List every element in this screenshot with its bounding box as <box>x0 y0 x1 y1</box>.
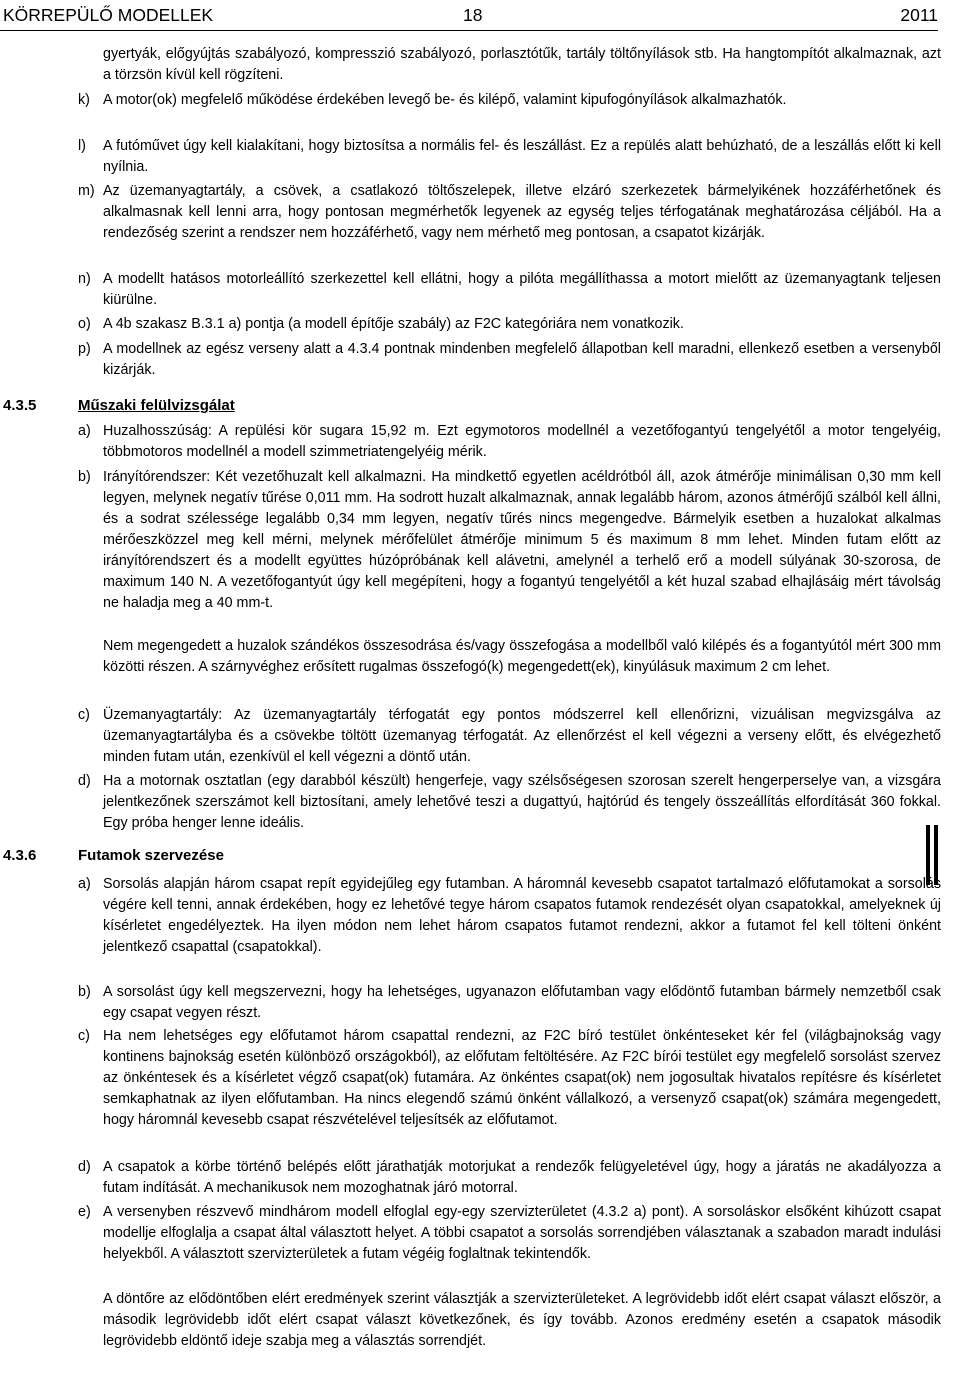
list-item-l <box>78 136 941 178</box>
item-text: Sorsolás alapján három csapat repít egyidejűleg egy futamban. A háromnál kevesebb csapatot tartalmazó előfutamokat a sorsolás végére kell tenni, annak érdekében, hogy ez lehetővé tegye három csapatos futamok rendezését olyan csapatokkal, amelyeknek új kísérletet engedélyeztek. Ha ilyen módon nem lehet három csapatos futamot rendezni, akkor a futamot fel kell tölteni önként jelentkező csapattal (csapatokkal). <box>103 876 941 955</box>
list-item-c <box>78 1026 941 1131</box>
list-item-b <box>78 467 941 614</box>
section-number: 4.3.5 <box>3 397 37 414</box>
item-label: m) <box>78 183 95 199</box>
list-item-n <box>78 269 941 311</box>
list-item-c <box>78 705 941 768</box>
page-number: 18 <box>463 5 483 25</box>
list-item-a <box>78 874 941 958</box>
item-label: b) <box>78 469 91 485</box>
item-text: Az üzemanyagtartály, a csövek, a csatlakozó töltőszelepek, illetve elzáró szerkezetek bármelyikének hozzáférhetőnek és alkalmasnak kell lenni arra, hogy pontosan megmérhetők legyenek az egység teljes térfogatának meghatározása céljából. Ha a rendezőség szerint a rendszer nem hozzáférhető, vagy nem mérhető meg pontosan, a csapatot kizárják. <box>103 183 941 241</box>
item-label: a) <box>78 423 91 439</box>
list-item-d <box>78 1157 941 1199</box>
item-text: Irányítórendszer: Két vezetőhuzalt kell alkalmazni. Ha mindkettő egyetlen acéldrótból áll, azok átmérője minimálisan 0,30 mm kell legyen, melynek negatív tűrése 0,011 mm. Ha sodrott huzalt alkalmaznak, annak legalább három, azonos átmérőjű szálból kell állni, és a sodrat szélessége legalább 0,34 mm legyen, negatív tűrés nincs megengedve. Bármelyik esetben a huzalokat alkalmas mérőeszközzel meg kell mérni, melynek mérőfelület átmérője minimum 5 és maximum 8 mm lehet. Minden futam előtt az irányítórendszert és a modellt együttes húzópróbának kell alávetni, amelynél a terhelő erő a modell súlyának 30-szorosa, de maximum 140 N. A vezetőfogantyút úgy kell megépíteni, hogy a fogantyú tengelyétől a két huzal szabad elhajlásáig mért távolság ne haladja meg a 40 mm-t. <box>103 469 941 611</box>
item-label: e) <box>78 1204 91 1220</box>
item-text: A modellt hatásos motorleállító szerkezettel kell ellátni, hogy a pilóta megállíthassa a motort mielőtt az üzemanyagtank teljesen kiürülne. <box>103 271 941 308</box>
item-label: p) <box>78 341 91 357</box>
list-item-e-continued <box>78 1289 941 1352</box>
header-divider <box>0 30 938 31</box>
item-label: l) <box>78 138 86 154</box>
item-label: c) <box>78 1028 90 1044</box>
section-heading-4-3-5 <box>3 395 503 416</box>
section-title: Műszaki felülvizsgálat <box>78 397 235 414</box>
item-text: A futóművet úgy kell kialakítani, hogy biztosítsa a normális fel- és leszállást. Ez a repülés alatt behúzható, de a leszállás előtt ki kell nyílnia. <box>103 138 941 175</box>
paragraph-continued: gyertyák, előgyújtás szabályozó, kompresszió szabályozó, porlasztótűk, tartály töltőnyílások stb. Ha hangtompítót alkalmaznak, azt a törzsön kívül kell rögzíteni. <box>103 46 941 83</box>
item-label: c) <box>78 707 90 723</box>
item-text: A versenyben részvevő mindhárom modell elfoglal egy-egy szervizterületet (4.3.2 a) pont). A sorsoláskor elsőként kihúzott csapat modellje elfoglalja a csapat által választott helyet. A többi csapatot a sorsolás sorrendjében választanak a szabadon maradt indulási helyekből. A választott szervizterületek a futam végéig foglaltnak tekintendők. <box>103 1204 941 1262</box>
list-item-b-continued <box>78 636 941 678</box>
list-item-m <box>78 181 941 244</box>
item-text: Üzemanyagtartály: Az üzemanyagtartály térfogatát egy pontos módszerrel kell ellenőrizni, vizuálisan megvizsgálva az üzemanyagtartályba és a csövekbe töltött üzemanyag térfogatát. Az ellenőrzést el kell végezni a verseny előtt, és elvégezhető minden futam után, ezenkívül el kell végezni a döntő után. <box>103 707 941 765</box>
item-label: n) <box>78 271 91 287</box>
section-heading-4-3-6 <box>3 845 503 866</box>
page-header <box>0 0 960 30</box>
item-text: A modellnek az egész verseny alatt a 4.3.4 pontnak mindenben megfelelő állapotban kell maradni, ellenkező esetben a versenyből kizárják. <box>103 341 941 378</box>
item-text: Huzalhosszúság: A repülési kör sugara 15,92 m. Ezt egymotoros modellnél a vezetőfogantyú tengelyétől a motor tengelyéig, többmotoros modellnél a modell szimmetriatengelyéig mérik. <box>103 423 941 460</box>
item-label: d) <box>78 773 91 789</box>
item-text: A döntőre az elődöntőben elért eredmények szerint választják a szervizterületeket. A legrövidebb időt elért csapat választ először, a második legrövidebb időt elért csapat választ következőnek, és így tovább. Azonos eredmény esetén a csapatok második legrövidebb eldöntő ideje szabja meg a választás sorrendjét. <box>103 1291 941 1349</box>
item-label: o) <box>78 316 91 332</box>
list-item-k <box>78 90 941 111</box>
section-number: 4.3.6 <box>3 847 37 864</box>
header-title: KÖRREPÜLŐ MODELLEK <box>3 5 214 25</box>
item-text: A csapatok a körbe történő belépés előtt járathatják motorjukat a rendezők felügyeletével úgy, hogy a járatás ne akadályozza a futam indítását. A mechanikusok nem mozoghatnak járó motorral. <box>103 1159 941 1196</box>
item-label: a) <box>78 876 91 892</box>
list-item-d <box>78 771 941 834</box>
list-item-a <box>78 421 941 463</box>
list-item-o <box>78 314 941 335</box>
item-text: A 4b szakasz B.3.1 a) pontja (a modell építője szabály) az F2C kategóriára nem vonatkozik. <box>103 316 684 332</box>
item-text: Ha a motornak osztatlan (egy darabból készült) hengerfeje, vagy szélsőségesen szorosan szerelt hengerperselye van, a vizsgára jelentkezőnek szerszámot kell biztosítani, amely lehetővé teszi a dugattyú, hajtórúd és tengely összeállítás elfordítását 360 fokkal. Egy próba henger lenne ideális. <box>103 773 941 831</box>
item-text: A motor(ok) megfelelő működése érdekében levegő be- és kilépő, valamint kipufogónyílások alkalmazhatók. <box>103 92 787 108</box>
item-label: b) <box>78 984 91 1000</box>
header-year: 2011 <box>900 5 938 25</box>
list-item-p <box>78 339 941 381</box>
section-title: Futamok szervezése <box>78 847 224 864</box>
item-text: Ha nem lehetséges egy előfutamot három csapattal rendezni, az F2C bíró testület önkénteseket kér fel (világbajnokság vagy kontinens bajnokság esetén különböző országokból), az előfutam feltöltésére. Az F2C bírói testület egy megfelelő sorsolást szervez az önkéntesek és a kísérletet végző csapat(ok) futamára. Az önkéntes csapat(ok) nem jogosultak hivatalos repítésre és kísérletet semkaphatnak az ilyen előfutamban. Ha nincs elegendő számú önként vállalkozó, a versenyző csapat(ok) számára megengedett, hogy háromnál kevesebb csapat részvételével teljesítsék az előfutamot. <box>103 1028 941 1128</box>
item-label: k) <box>78 92 90 108</box>
item-text: A sorsolást úgy kell megszervezni, hogy ha lehetséges, ugyanazon előfutamban vagy elődöntő futamban bármely nemzetből csak egy csapat vegyen részt. <box>103 984 941 1021</box>
list-item-b <box>78 982 941 1024</box>
list-item-e <box>78 1202 941 1265</box>
item-text: Nem megengedett a huzalok szándékos összesodrása és/vagy összefogása a modellből való kilépés és a fogantyútól mért 300 mm közötti részen. A szárnyvéghez erősített rugalmas összefogó(k) megengedett(ek), kinyúlásuk maximum 2 cm lehet. <box>103 638 941 675</box>
item-label: d) <box>78 1159 91 1175</box>
